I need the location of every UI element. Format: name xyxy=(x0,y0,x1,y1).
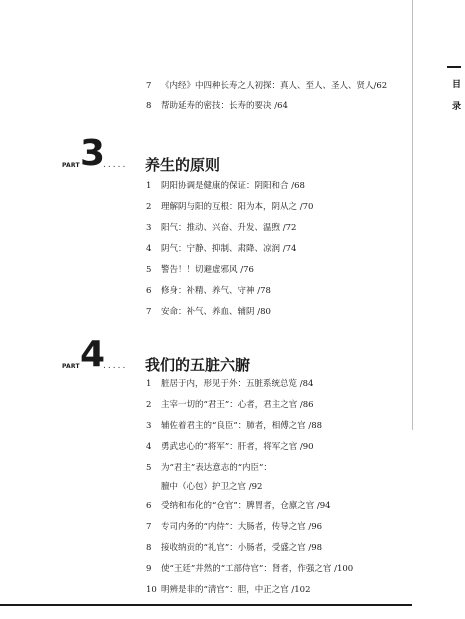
toc-entry-number: 8 xyxy=(146,101,152,111)
sidebar-divider xyxy=(412,0,413,430)
toc-entry[interactable] xyxy=(146,441,314,453)
toc-entry[interactable] xyxy=(146,584,310,596)
toc-entry-text: 阴气：宁静、抑制、肃降、凉润 /74 xyxy=(161,244,297,254)
toc-entry-text: 主宰一切的“君王”：心者，君主之官 /86 xyxy=(161,400,314,410)
toc-entry-text: 辅佐着君主的“良臣”：肺者，相傅之官 /88 xyxy=(161,421,323,431)
toc-entry[interactable] xyxy=(146,399,314,411)
toc-entry-number: 7 xyxy=(146,81,152,91)
toc-entry-number: 4 xyxy=(146,442,152,452)
part3-number: 3 xyxy=(80,133,106,174)
toc-entry[interactable] xyxy=(146,100,288,112)
toc-entry[interactable] xyxy=(146,500,331,512)
bottom-rule xyxy=(0,604,412,606)
toc-entry[interactable] xyxy=(146,222,296,234)
toc-entry-number: 6 xyxy=(146,286,152,296)
toc-entry[interactable] xyxy=(146,563,353,575)
toc-entry-number: 6 xyxy=(146,501,152,511)
part4-title: 我们的五脏六腑 xyxy=(145,356,251,374)
side-tab-char-lu: 录 xyxy=(452,102,462,112)
toc-entry-number: 2 xyxy=(146,202,152,212)
toc-entry[interactable] xyxy=(146,180,305,192)
toc-entry-number: 2 xyxy=(146,400,152,410)
toc-entry-text: 修身：补精、养气、守神 /78 xyxy=(161,286,271,296)
toc-entry-number: 3 xyxy=(146,421,152,431)
part3-title: 养生的原则 xyxy=(145,156,221,174)
toc-entry[interactable] xyxy=(146,243,296,255)
toc-entry-text: 安命：补气、养血、辅阴 /80 xyxy=(161,307,271,317)
toc-entry-number: 5 xyxy=(146,265,152,275)
toc-entry-number: 7 xyxy=(146,522,152,532)
toc-entry[interactable] xyxy=(146,462,272,474)
toc-entry-number: 8 xyxy=(146,543,152,553)
toc-entry[interactable] xyxy=(146,378,313,390)
toc-entry-text: 明辨是非的“清官”：胆，中正之官 /102 xyxy=(161,585,311,595)
toc-entry-number: 7 xyxy=(146,307,152,317)
part4-dots: ..... xyxy=(103,361,128,371)
part3-dots: ..... xyxy=(103,160,128,170)
toc-entry-text: 为“君主”表达意志的“内臣”： xyxy=(161,463,272,473)
toc-entry[interactable] xyxy=(146,542,322,554)
toc-entry[interactable] xyxy=(146,420,322,432)
toc-entry[interactable] xyxy=(146,201,313,213)
toc-entry-continuation[interactable] xyxy=(146,481,262,493)
toc-entry-text: 理解阴与阳的互根：阳为本，阴从之 /70 xyxy=(161,202,314,212)
toc-entry-number: 5 xyxy=(146,463,152,473)
toc-entry-text: 警告！！切避虚邪风 /76 xyxy=(161,265,254,275)
toc-entry-text: 《内经》中四种长寿之人初探：真人、至人、圣人、贤人/62 xyxy=(161,81,388,91)
toc-entry[interactable] xyxy=(146,521,322,533)
toc-entry[interactable] xyxy=(146,285,271,297)
toc-entry[interactable] xyxy=(146,264,254,276)
toc-entry-number: 9 xyxy=(146,564,152,574)
part3-label: PART xyxy=(62,162,80,169)
toc-entry-text: 膻中（心包）护卫之官 /92 xyxy=(161,482,263,492)
toc-entry[interactable] xyxy=(146,306,271,318)
side-tab-mark xyxy=(447,66,461,68)
part4-label: PART xyxy=(62,363,80,370)
toc-entry[interactable] xyxy=(146,80,387,92)
toc-entry-text: 脏居于内，形见于外：五脏系统总览 /84 xyxy=(161,379,314,389)
toc-entry-text: 使“王廷”井然的“工部侍官”：肾者，作强之官 /100 xyxy=(161,564,354,574)
toc-entry-text: 阴阳协调是健康的保证：阴阳和合 /68 xyxy=(161,181,305,191)
toc-entry-text: 接收纳贡的“礼官”：小肠者，受盛之官 /98 xyxy=(161,543,323,553)
toc-entry-text: 受纳和布化的“仓官”：脾胃者，仓廪之官 /94 xyxy=(161,501,331,511)
toc-entry-number: 10 xyxy=(146,585,157,595)
toc-entry-number: 4 xyxy=(146,244,152,254)
toc-entry-text: 专司内务的“内侍”：大肠者，传导之官 /96 xyxy=(161,522,323,532)
side-tab-char-mu: 目 xyxy=(452,80,462,90)
toc-entry-number: 1 xyxy=(146,181,152,191)
part4-number: 4 xyxy=(80,334,106,375)
toc-entry-text: 帮助延寿的密技：长寿的要决 /64 xyxy=(161,101,288,111)
toc-entry-number: 3 xyxy=(146,223,152,233)
toc-entry-text: 勇武忠心的“将军”：肝者，将军之官 /90 xyxy=(161,442,314,452)
toc-entry-number: 1 xyxy=(146,379,152,389)
toc-entry-text: 阳气：推动、兴奋、升发、温煦 /72 xyxy=(161,223,297,233)
